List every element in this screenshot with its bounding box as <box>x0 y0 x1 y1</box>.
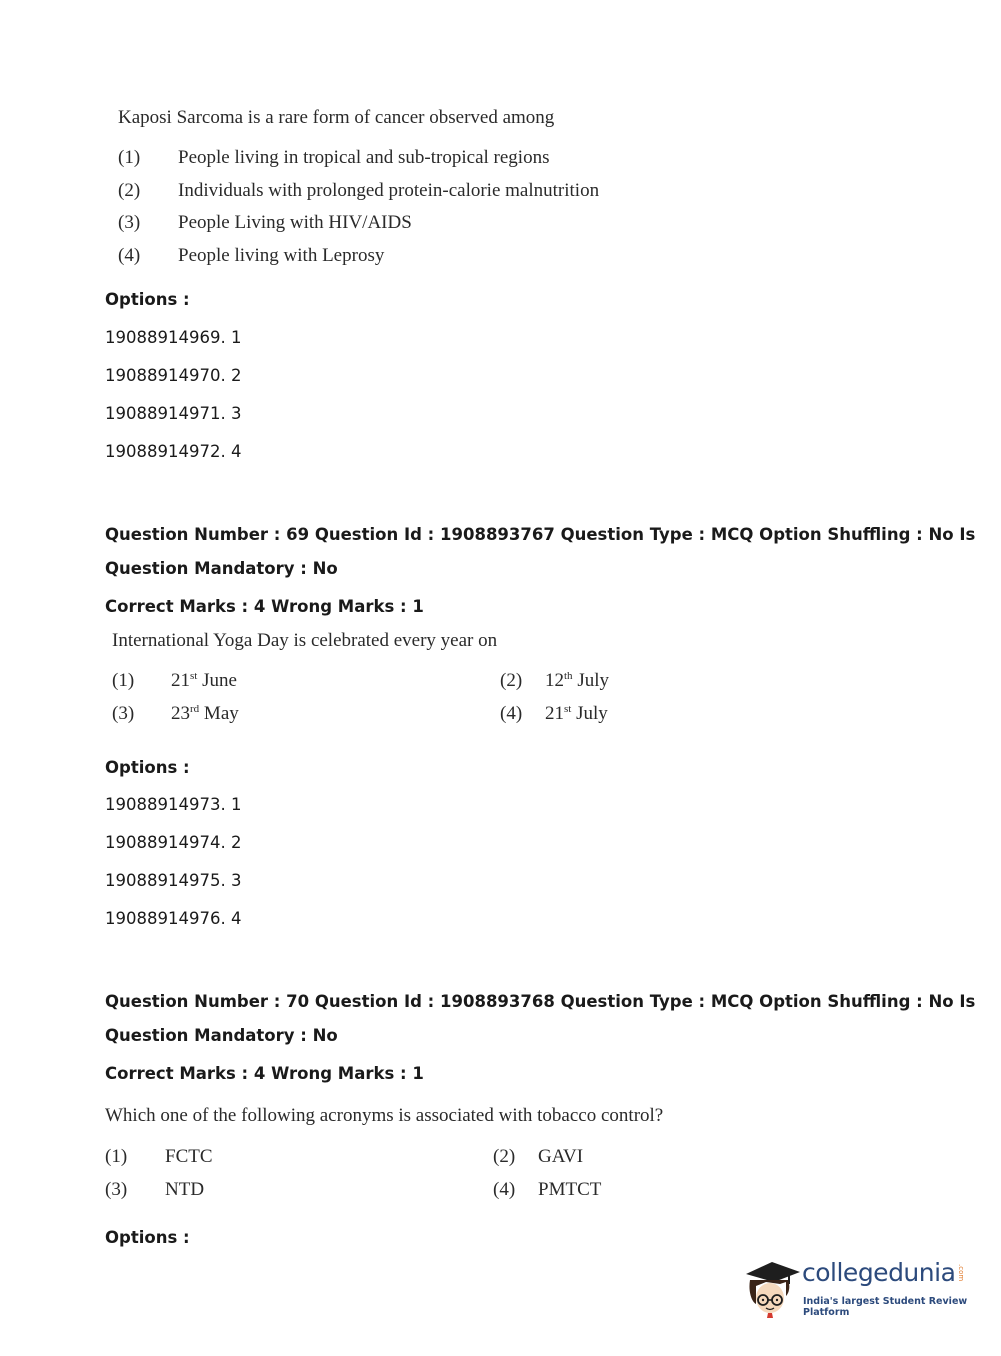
logo-com-suffix: .com <box>957 1264 965 1282</box>
q70-choice-2-text: GAVI <box>538 1146 584 1167</box>
q69-meta-line-1: Question Number : 69 Question Id : 1908893767 Question Type : MCQ Option Shuffling : No Is <box>105 525 976 544</box>
q70-marks: Correct Marks : 4 Wrong Marks : 1 <box>105 1064 424 1083</box>
q68-choice-2-text: Individuals with prolonged protein-calorie malnutrition <box>178 180 600 201</box>
q68-choice-4-number: (4) <box>118 245 141 266</box>
q69-options-label: Options : <box>105 758 190 777</box>
q70-question-text: Which one of the following acronyms is associated with tobacco control? <box>105 1105 664 1126</box>
q69-choice-1-number: (1) <box>112 670 135 691</box>
q69-choice-3-number: (3) <box>112 703 135 724</box>
q70-choice-1-number: (1) <box>105 1146 128 1167</box>
q69-meta-line-2: Question Mandatory : No <box>105 559 338 578</box>
collegedunia-logo <box>742 1252 972 1318</box>
q68-options-label: Options : <box>105 290 190 309</box>
q70-options-label: Options : <box>105 1228 190 1247</box>
student-mascot-icon <box>742 1252 804 1318</box>
q68-choice-3-number: (3) <box>118 212 141 233</box>
q69-choice-3-text: 23rd May <box>171 703 239 724</box>
q69-choice-2-number: (2) <box>500 670 523 691</box>
q70-choice-3-number: (3) <box>105 1179 128 1200</box>
q70-choice-1-text: FCTC <box>165 1146 213 1167</box>
q68-choice-2-number: (2) <box>118 180 141 201</box>
q69-choice-4-text: 21st July <box>545 703 608 724</box>
q69-option-id-4: 19088914976. 4 <box>105 909 242 928</box>
q68-question-text: Kaposi Sarcoma is a rare form of cancer observed among <box>118 107 555 128</box>
q68-option-id-1: 19088914969. 1 <box>105 328 242 347</box>
q69-question-text: International Yoga Day is celebrated every year on <box>112 630 498 651</box>
q68-choice-1-number: (1) <box>118 147 141 168</box>
q69-option-id-2: 19088914974. 2 <box>105 833 242 852</box>
q68-choice-4-text: People living with Leprosy <box>178 245 385 266</box>
q70-choice-4-text: PMTCT <box>538 1179 602 1200</box>
q69-marks: Correct Marks : 4 Wrong Marks : 1 <box>105 597 424 616</box>
q70-meta-line-2: Question Mandatory : No <box>105 1026 338 1045</box>
q70-choice-4-number: (4) <box>493 1179 516 1200</box>
q69-choice-2-text: 12th July <box>545 670 609 691</box>
q69-choice-1-text: 21st June <box>171 670 237 691</box>
q68-choice-1-text: People living in tropical and sub-tropical regions <box>178 147 550 168</box>
q68-option-id-3: 19088914971. 3 <box>105 404 242 423</box>
q68-option-id-4: 19088914972. 4 <box>105 442 242 461</box>
q69-option-id-3: 19088914975. 3 <box>105 871 242 890</box>
q68-choice-3-text: People Living with HIV/AIDS <box>178 212 412 233</box>
q70-choice-3-text: NTD <box>165 1179 205 1200</box>
q69-choice-4-number: (4) <box>500 703 523 724</box>
q69-option-id-1: 19088914973. 1 <box>105 795 242 814</box>
q68-option-id-2: 19088914970. 2 <box>105 366 242 385</box>
q70-choice-2-number: (2) <box>493 1146 516 1167</box>
q70-meta-line-1: Question Number : 70 Question Id : 1908893768 Question Type : MCQ Option Shuffling : No Is <box>105 992 976 1011</box>
logo-tagline: India's largest Student Review Platform <box>803 1296 968 1318</box>
logo-wordmark: collegedunia <box>802 1258 956 1287</box>
